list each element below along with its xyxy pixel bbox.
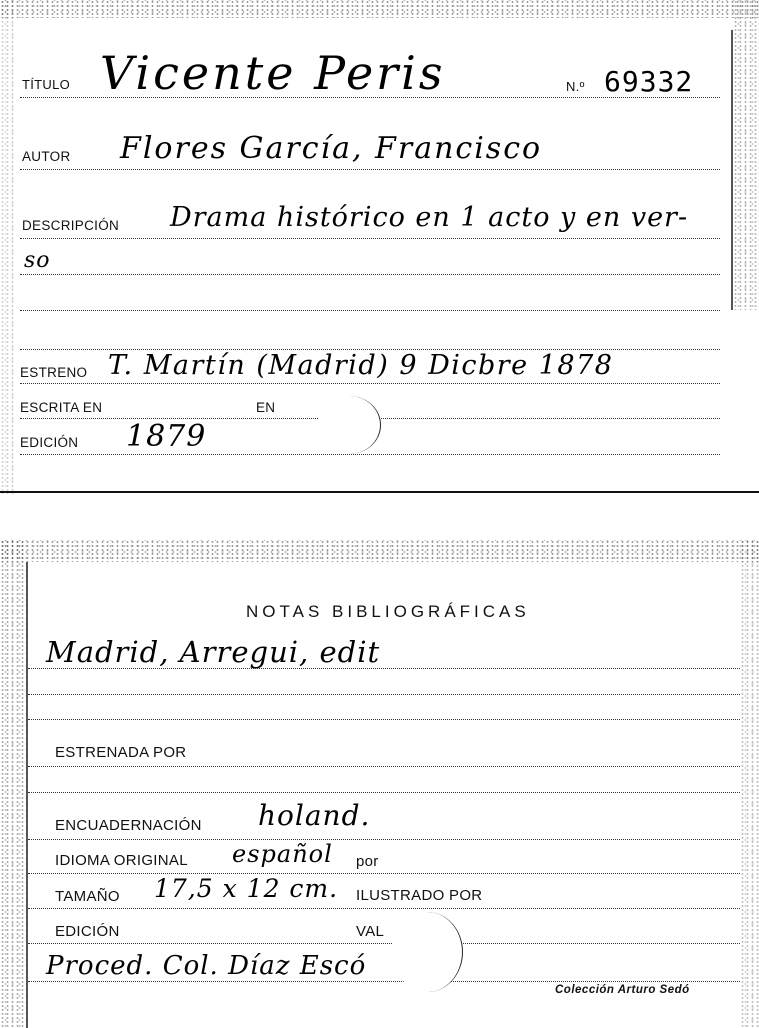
ruled-line <box>28 981 740 982</box>
edicion-label: EDICIÓN <box>20 435 79 450</box>
ruled-line <box>28 873 740 874</box>
descripcion-value-line1: Drama histórico en 1 acto y en ver- <box>170 202 689 233</box>
ilustrado-por-label: ILUSTRADO POR <box>356 887 483 904</box>
por-label: por <box>356 853 379 870</box>
edicion-label: EDICIÓN <box>55 923 120 940</box>
catalog-card-back <box>0 540 759 1028</box>
scan-noise-right <box>740 540 759 1028</box>
card-right-edge <box>731 30 733 310</box>
numero-value: 69332 <box>604 65 694 98</box>
tamano-label: TAMAÑO <box>55 888 120 905</box>
ruled-line <box>20 169 720 170</box>
titulo-label: TÍTULO <box>22 77 71 92</box>
paper-blot <box>318 396 381 454</box>
ruled-line <box>28 694 740 695</box>
edicion-value: 1879 <box>126 419 207 454</box>
notas-heading: NOTAS BIBLIOGRÁFICAS <box>246 602 530 621</box>
estrenada-por-label: ESTRENADA POR <box>55 744 187 761</box>
encuadernacion-label: ENCUADERNACIÓN <box>55 817 202 834</box>
ruled-line <box>28 908 740 909</box>
descripcion-value-line2: so <box>24 248 51 273</box>
ruled-line <box>20 274 720 275</box>
ruled-line <box>28 792 740 793</box>
scan-noise-left <box>0 0 14 494</box>
paper-blot <box>392 912 463 992</box>
autor-value: Flores García, Francisco <box>120 131 543 166</box>
card-left-edge <box>26 562 28 1028</box>
numero-label: N.º <box>566 79 585 94</box>
estreno-value: T. Martín (Madrid) 9 Dicbre 1878 <box>108 350 614 381</box>
tamano-value: 17,5 x 12 cm. <box>154 874 339 903</box>
ruled-line <box>28 839 740 840</box>
en-label: EN <box>256 400 276 415</box>
ruled-line <box>20 310 720 311</box>
scan-noise-top <box>0 540 759 562</box>
ruled-line <box>28 766 740 767</box>
estreno-label: ESTRENO <box>20 365 88 380</box>
ruled-line <box>20 454 720 455</box>
catalog-card-front <box>0 0 759 494</box>
ruled-line <box>28 943 740 944</box>
scan-noise-right <box>733 0 759 310</box>
scan-noise-left <box>0 540 26 1028</box>
ruled-line <box>20 383 720 384</box>
ruled-line <box>28 668 740 669</box>
notas-value: Madrid, Arregui, edit <box>46 635 381 669</box>
ruled-line <box>28 719 740 720</box>
idioma-value: español <box>232 840 333 868</box>
escrita-en-label: ESCRITA EN <box>20 400 103 415</box>
ruled-line <box>20 97 720 98</box>
ruled-line <box>20 238 720 239</box>
scan-noise-top <box>0 0 759 18</box>
autor-label: AUTOR <box>22 149 71 164</box>
proced-value: Proced. Col. Díaz Escó <box>46 951 367 981</box>
valor-label: VAL <box>356 923 385 940</box>
idioma-label: IDIOMA ORIGINAL <box>55 852 188 869</box>
titulo-value: Vicente Peris <box>100 46 446 100</box>
descripcion-label: DESCRIPCIÓN <box>22 218 120 233</box>
card-bottom-edge <box>0 491 759 493</box>
encuadernacion-value: holand. <box>258 799 371 832</box>
collection-footer: Colección Arturo Sedó <box>555 984 690 996</box>
